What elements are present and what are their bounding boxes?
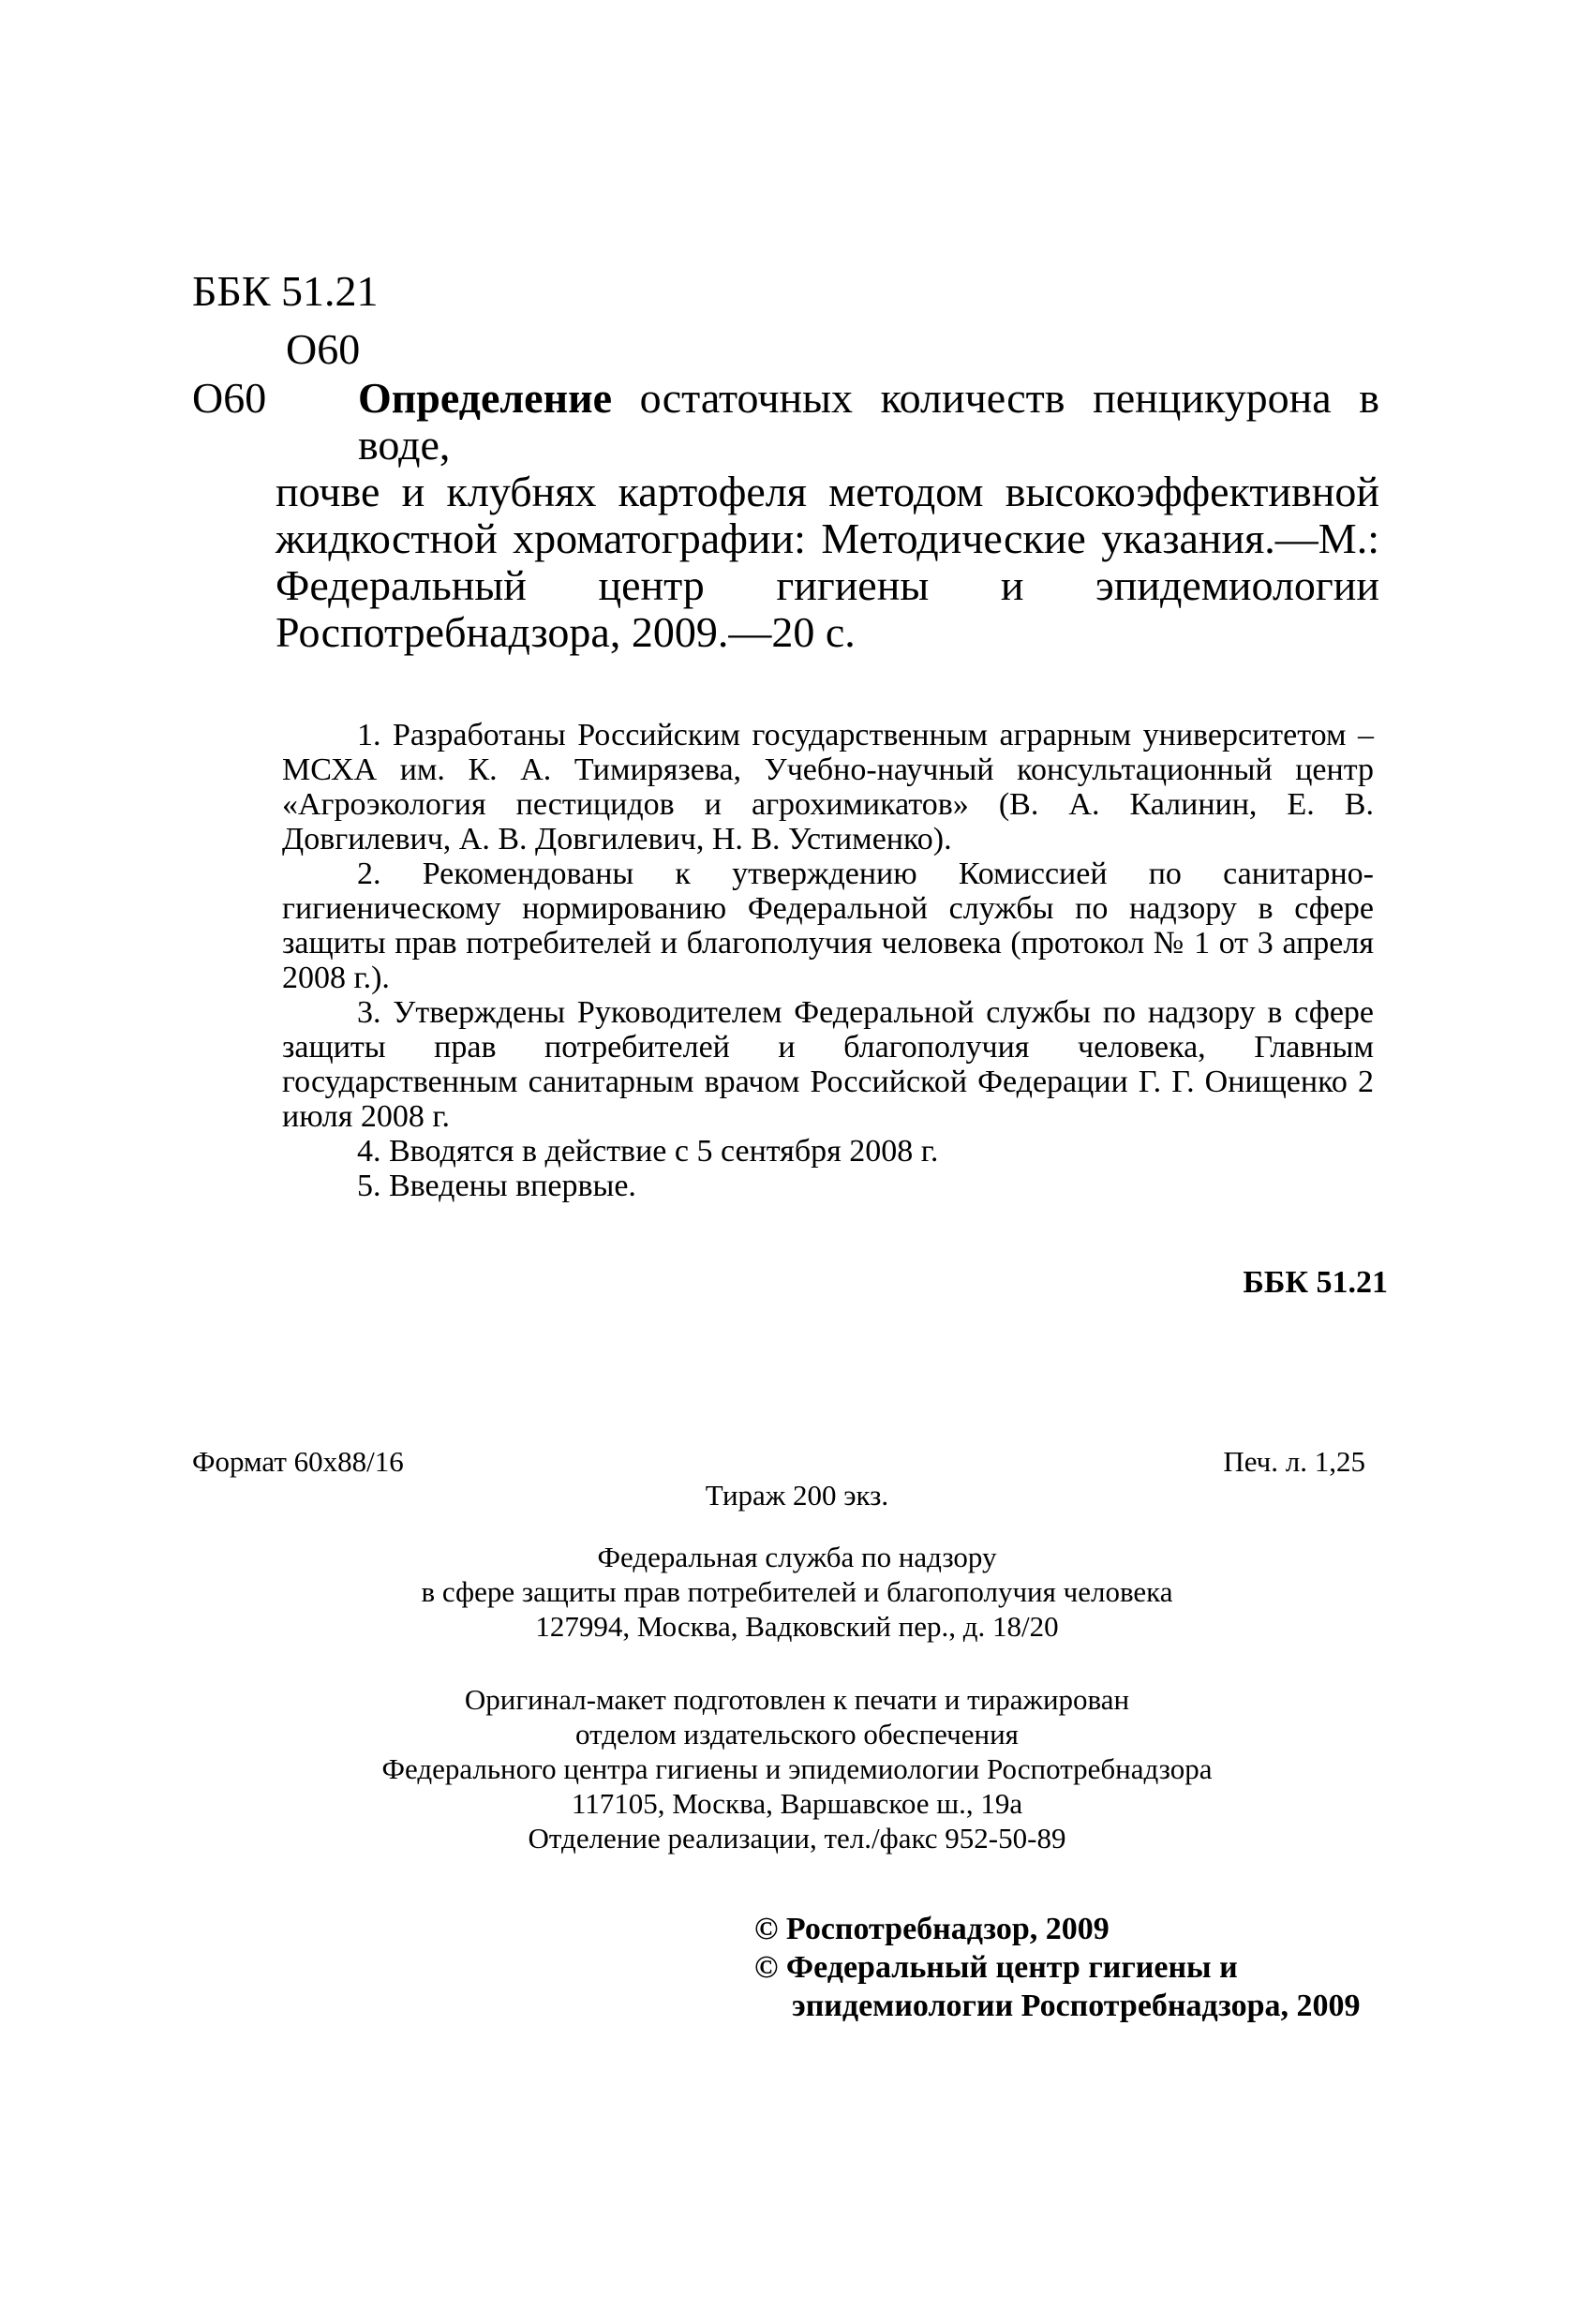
entry-line1: остаточных количеств пенцикурона в воде, — [358, 374, 1379, 469]
note-item: 3. Утверждены Руководителем Федеральной службы по надзору в сфере защиты прав потребителей и благополучия человека, Главным государственным санитарным врачом Российской Федерации Г. Г. Онищенко 2 июля 2008 г. — [282, 995, 1374, 1134]
bbk-code-bottom: ББК 51.21 — [1243, 1265, 1388, 1300]
copyright-block — [754, 1910, 1361, 2025]
copyright-line: © Федеральный центр гигиены и — [754, 1950, 1238, 1985]
classification-block — [192, 262, 379, 379]
note-item: 5. Введены впервые. — [357, 1169, 636, 1203]
note-item: 4. Вводятся в действие с 5 сентября 2008 г. — [357, 1134, 939, 1169]
bbk-code: ББК 51.21 — [192, 267, 379, 315]
printer-line: Отделение реализации, тел./факс 952-50-89 — [528, 1822, 1066, 1855]
printed-sheets: Печ. л. 1,25 — [1223, 1445, 1365, 1478]
copyright-line: © Роспотребнадзор, 2009 — [754, 1912, 1110, 1946]
entry-title-bold: Определение — [358, 374, 613, 422]
bibliographic-entry — [276, 374, 1379, 656]
print-run: Тираж 200 экз. — [705, 1479, 889, 1512]
publisher-line: Федеральная служба по надзору — [597, 1541, 997, 1573]
printer-line: Федерального центра гигиены и эпидемиологии Роспотребнадзора — [381, 1752, 1213, 1785]
format-info: Формат 60x88/16 — [192, 1445, 404, 1478]
printer-line: Оригинал-макет подготовлен к печати и тиражирован — [464, 1683, 1130, 1716]
printer-line: отделом издательского обеспечения — [575, 1718, 1019, 1750]
copyright-line: эпидемиологии Роспотребнадзора, 2009 — [792, 1989, 1361, 2023]
note-item: 1. Разработаны Российским государственным аграрным университетом – МСХА им. К. А. Тимирязева, Учебно-научный консультационный центр «Агроэкология пестицидов и агрохимикатов» (В. А. Калинин, Е. В. Довгилевич, А. В. Довгилевич, Н. В. Устименко). — [282, 718, 1374, 857]
publisher-line: 127994, Москва, Вадковский пер., д. 18/20 — [535, 1610, 1059, 1643]
publisher-block — [0, 1540, 1594, 1644]
printer-block — [0, 1682, 1594, 1855]
printer-line: 117105, Москва, Варшавское ш., 19а — [571, 1787, 1023, 1820]
author-mark: О60 — [286, 325, 361, 373]
note-item: 2. Рекомендованы к утверждению Комиссией по санитарно-гигиеническому нормированию Федеральной службы по надзору в сфере защиты прав потребителей и благополучия человека (протокол № 1 от 3 апреля 2008 г.). — [282, 857, 1374, 995]
entry-continuation: почве и клубнях картофеля методом высокоэффективной жидкостной хроматографии: Методические указания.—М.: Федеральный центр гигиены и эпидемиологии Роспотребнадзора, 2009.—20 с. — [276, 468, 1379, 656]
notes-list — [282, 718, 1374, 1203]
entry-author-mark: О60 — [192, 374, 267, 422]
publisher-line: в сфере защиты прав потребителей и благополучия человека — [421, 1575, 1173, 1608]
